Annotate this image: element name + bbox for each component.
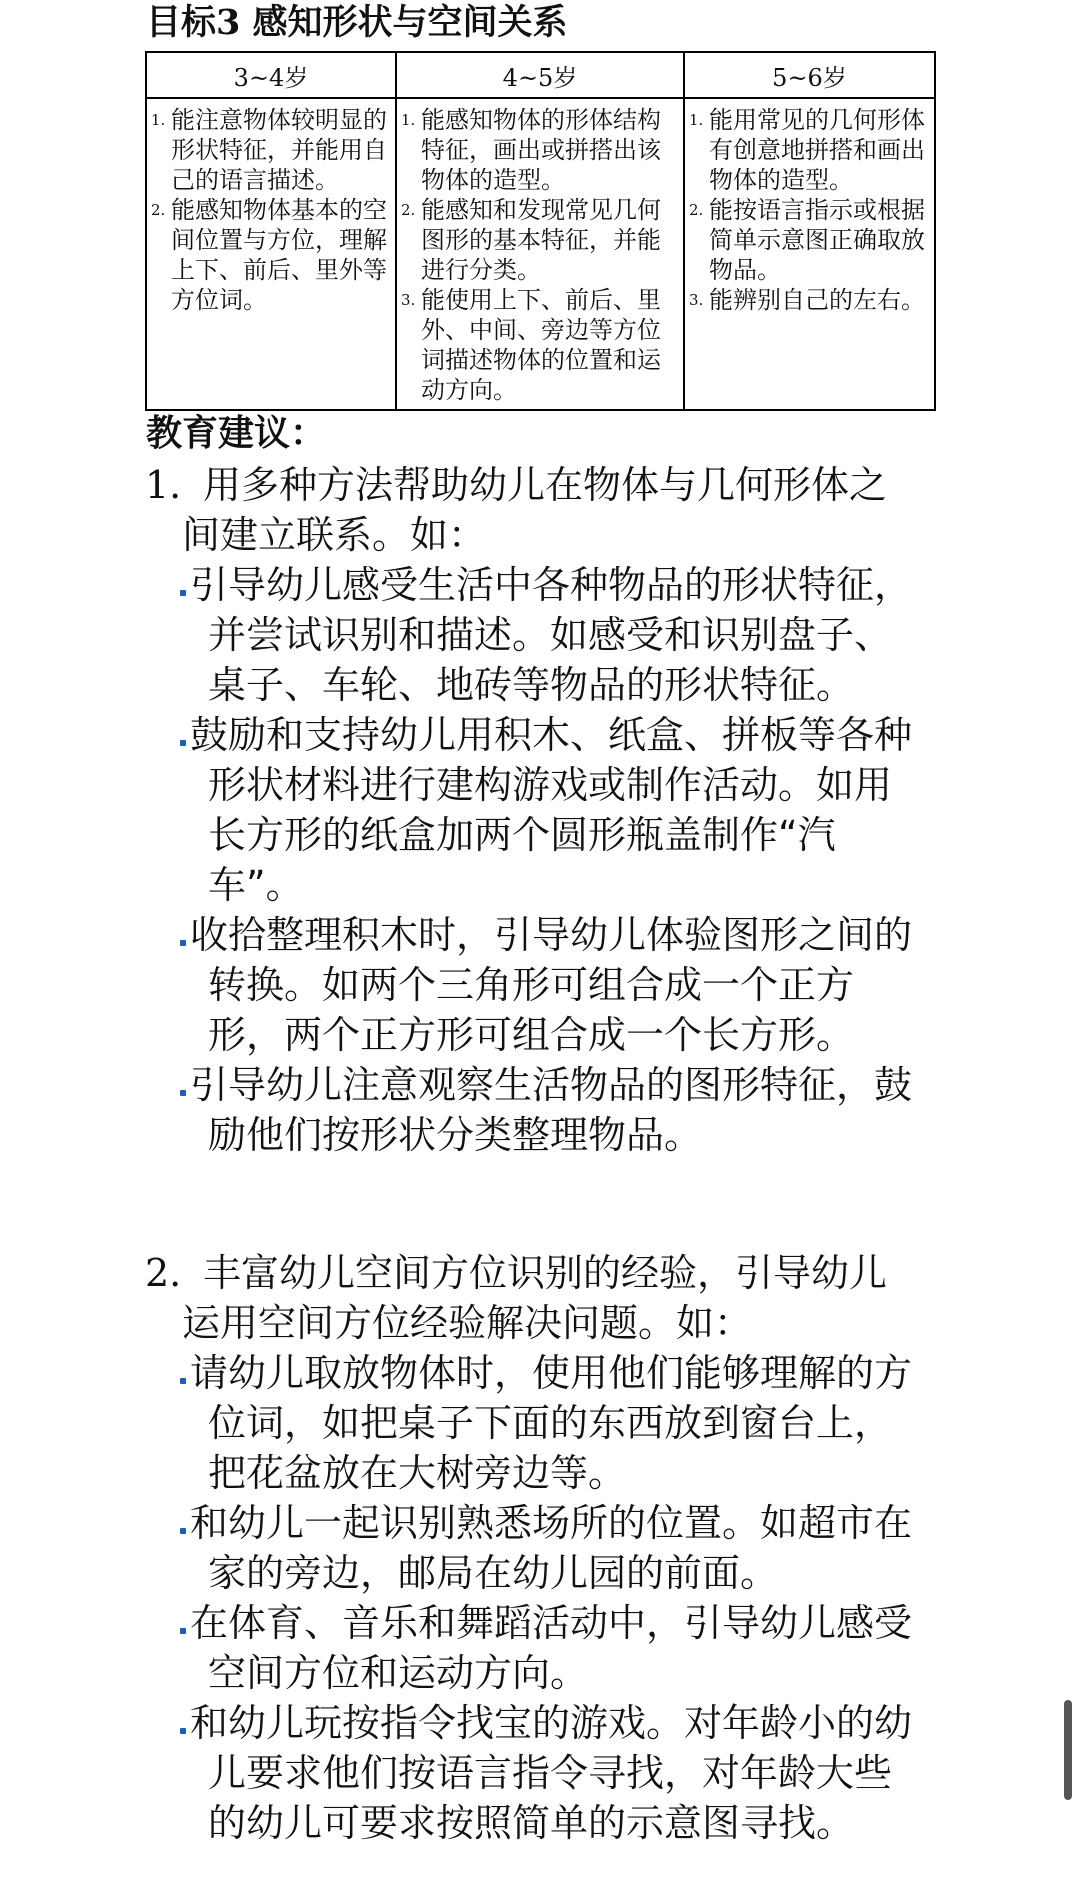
list-item: 2. 能感知和发现常见几何图形的基本特征，并能进行分类。 [401,196,661,284]
advice-point-1 [0,460,1080,1160]
list-item: 收拾整理积木时，引导幼儿体验图形之间的转换。如两个三角形可组合成一个正方形，两个正方形可组合成一个长方形。 [0,910,918,1060]
table-header-5-6: 5~6岁 [684,52,935,98]
cell-list [689,105,928,315]
bullet-icon [180,1528,186,1534]
table-header-3-4: 3~4岁 [146,52,396,98]
list-item: 2. 能感知物体基本的空间位置与方位，理解上下、前后、里外等方位词。 [151,196,387,314]
bullet-icon [180,1090,186,1096]
cell-list [151,105,389,315]
list-item: 在体育、音乐和舞蹈活动中，引导幼儿感受空间方位和运动方向。 [0,1598,918,1698]
list-item: 引导幼儿感受生活中各种物品的形状特征，并尝试识别和描述。如感受和识别盘子、桌子、车轮、地砖等物品的形状特征。 [0,560,918,710]
list-item: 和幼儿一起识别熟悉场所的位置。如超市在家的旁边，邮局在幼儿园的前面。 [0,1498,918,1598]
list-item: 1. 能注意物体较明显的形状特征，并能用自己的语言描述。 [151,106,387,194]
cell-list [401,105,677,405]
list-item: 2. 能按语言指示或根据简单示意图正确取放物品。 [689,196,925,284]
goal-age-table [145,51,936,411]
table-cell-5-6 [684,98,935,410]
table-header-4-5: 4~5岁 [396,52,684,98]
table-cell-4-5 [396,98,684,410]
table-row [146,98,935,410]
bullet-icon [180,590,186,596]
advice-bullet-list [0,1348,1080,1848]
list-item: 1. 能感知物体的形体结构特征，画出或拼搭出该物体的造型。 [401,106,661,194]
list-item: 1. 能用常见的几何形体有创意地拼搭和画出物体的造型。 [689,106,925,194]
bullet-icon [180,740,186,746]
list-item: 引导幼儿注意观察生活物品的图形特征，鼓励他们按形状分类整理物品。 [0,1060,918,1160]
list-item: 3. 能使用上下、前后、里外、中间、旁边等方位词描述物体的位置和运动方向。 [401,286,661,404]
list-item: 鼓励和支持幼儿用积木、纸盒、拼板等各种形状材料进行建构游戏或制作活动。如用长方形的纸盒加两个圆形瓶盖制作“汽车”。 [0,710,918,910]
advice-bullet-list [0,560,1080,1160]
list-item: 请幼儿取放物体时，使用他们能够理解的方位词，如把桌子下面的东西放到窗台上，把花盆放在大树旁边等。 [0,1348,918,1498]
bullet-icon [180,940,186,946]
goal-title: 目标3 感知形状与空间关系 [146,2,568,43]
bullet-icon [180,1728,186,1734]
advice-point-heading: 1. 用多种方法帮助幼儿在物体与几何形体之间建立联系。如： [145,463,888,557]
advice-point-heading: 2. 丰富幼儿空间方位识别的经验，引导幼儿运用空间方位经验解决问题。如： [145,1251,888,1345]
advice-title: 教育建议： [146,413,327,454]
advice-point-2 [0,1248,1080,1848]
scrollbar[interactable] [1064,1700,1072,1800]
list-item: 3. 能辨别自己的左右。 [689,286,925,314]
table-cell-3-4 [146,98,396,410]
table-header-row [146,52,935,98]
list-item: 和幼儿玩按指令找宝的游戏。对年龄小的幼儿要求他们按语言指令寻找，对年龄大些的幼儿可要求按照简单的示意图寻找。 [0,1698,918,1848]
bullet-icon [180,1378,186,1384]
bullet-icon [180,1628,186,1634]
